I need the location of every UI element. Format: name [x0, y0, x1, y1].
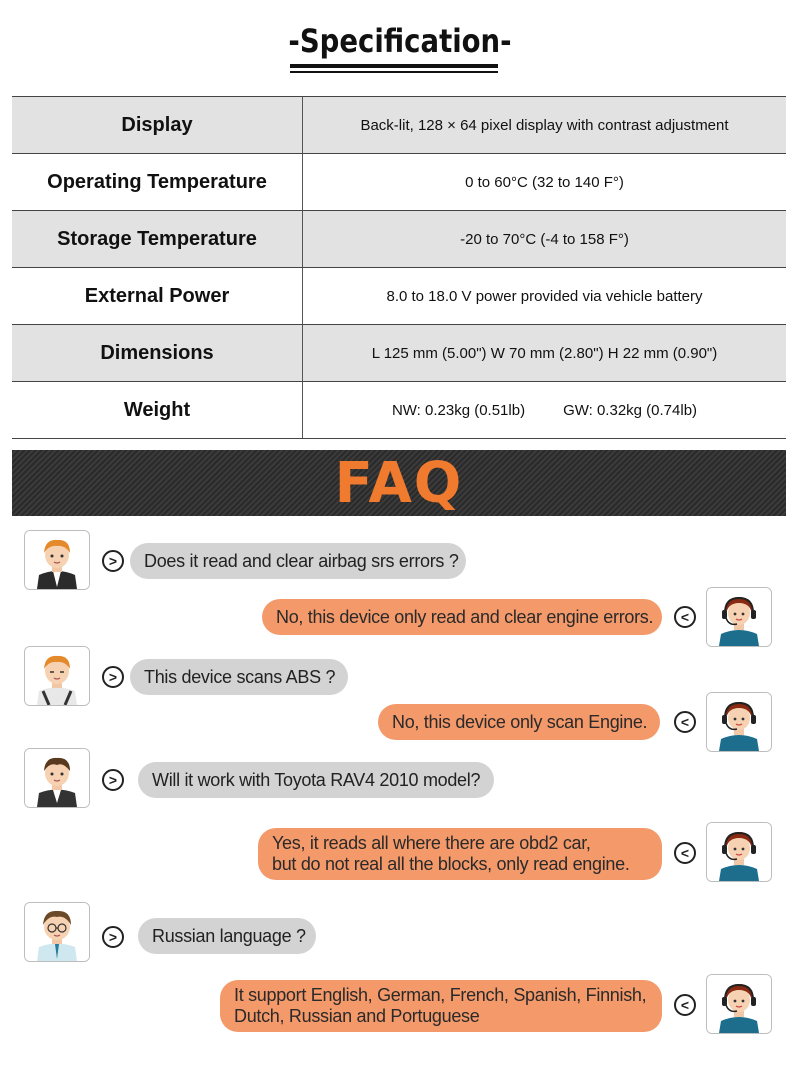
support-agent-avatar-icon [706, 587, 772, 647]
chevron-right-circle-icon: > [102, 550, 124, 572]
spec-row [12, 210, 786, 267]
chevron-left-circle-icon: < [674, 994, 696, 1016]
faq-title: FAQ [334, 450, 464, 516]
answer-text-block [234, 985, 646, 1027]
weight-gross: GW: 0.32kg (0.74lb) [563, 401, 698, 419]
chevron-left-circle-icon: < [674, 842, 696, 864]
question-text: This device scans ABS ? [144, 666, 336, 687]
spec-value: 0 to 60°C (32 to 140 F°) [465, 173, 624, 191]
title-underline [290, 64, 498, 68]
answer-text: Dutch, Russian and Portuguese [234, 1006, 480, 1026]
weight-net: NW: 0.23kg (0.51lb) [391, 401, 526, 419]
answer-bubble [378, 704, 660, 740]
question-bubble [130, 543, 466, 579]
question-text: Russian language ? [152, 925, 306, 946]
support-agent-avatar-icon [706, 822, 772, 882]
support-agent-avatar-icon [706, 692, 772, 752]
customer-avatar-icon [24, 748, 90, 808]
spec-value: 8.0 to 18.0 V power provided via vehicle battery [386, 287, 703, 305]
faq-banner [12, 450, 786, 516]
customer-avatar-icon [24, 902, 90, 962]
spec-row [12, 153, 786, 210]
spec-value: Back-lit, 128 × 64 pixel display with contrast adjustment [360, 116, 729, 134]
support-agent-avatar-icon [706, 974, 772, 1034]
spec-header [0, 0, 800, 90]
spec-row [12, 381, 786, 439]
chevron-right-circle-icon: > [102, 769, 124, 791]
answer-text: It support English, German, French, Spanish, Finnish, [234, 985, 647, 1005]
answer-text: but do not real all the blocks, only read engine. [272, 854, 630, 874]
spec-row [12, 267, 786, 324]
spec-label: Operating Temperature [12, 154, 303, 210]
answer-text-block [272, 833, 630, 875]
question-bubble [138, 918, 316, 954]
spec-label: Weight [12, 382, 303, 438]
answer-text: No, this device only read and clear engine errors. [276, 606, 654, 627]
customer-avatar-icon [24, 646, 90, 706]
answer-bubble [220, 980, 662, 1032]
question-text: Does it read and clear airbag srs errors ? [144, 550, 459, 571]
spec-label: External Power [12, 268, 303, 324]
spec-value: L 125 mm (5.00") W 70 mm (2.80") H 22 mm (0.90") [371, 344, 718, 362]
spec-label: Storage Temperature [12, 211, 303, 267]
chevron-left-circle-icon: < [674, 711, 696, 733]
answer-text: Yes, it reads all where there are obd2 car, [272, 833, 591, 853]
question-text: Will it work with Toyota RAV4 2010 model? [152, 769, 481, 790]
question-bubble [138, 762, 494, 798]
chevron-right-circle-icon: > [102, 666, 124, 688]
spec-label: Dimensions [12, 325, 303, 381]
page-title: -Specification- [288, 22, 512, 60]
chevron-left-circle-icon: < [674, 606, 696, 628]
question-bubble [130, 659, 348, 695]
spec-value [303, 382, 786, 438]
title-underline-thin [290, 71, 498, 73]
answer-bubble [262, 599, 662, 635]
answer-text: No, this device only scan Engine. [392, 711, 648, 732]
answer-bubble [258, 828, 662, 880]
spec-row [12, 96, 786, 153]
spec-table [12, 96, 786, 439]
spec-label: Display [12, 97, 303, 153]
chevron-right-circle-icon: > [102, 926, 124, 948]
spec-value: -20 to 70°C (-4 to 158 F°) [460, 230, 629, 248]
spec-row [12, 324, 786, 381]
customer-avatar-icon [24, 530, 90, 590]
